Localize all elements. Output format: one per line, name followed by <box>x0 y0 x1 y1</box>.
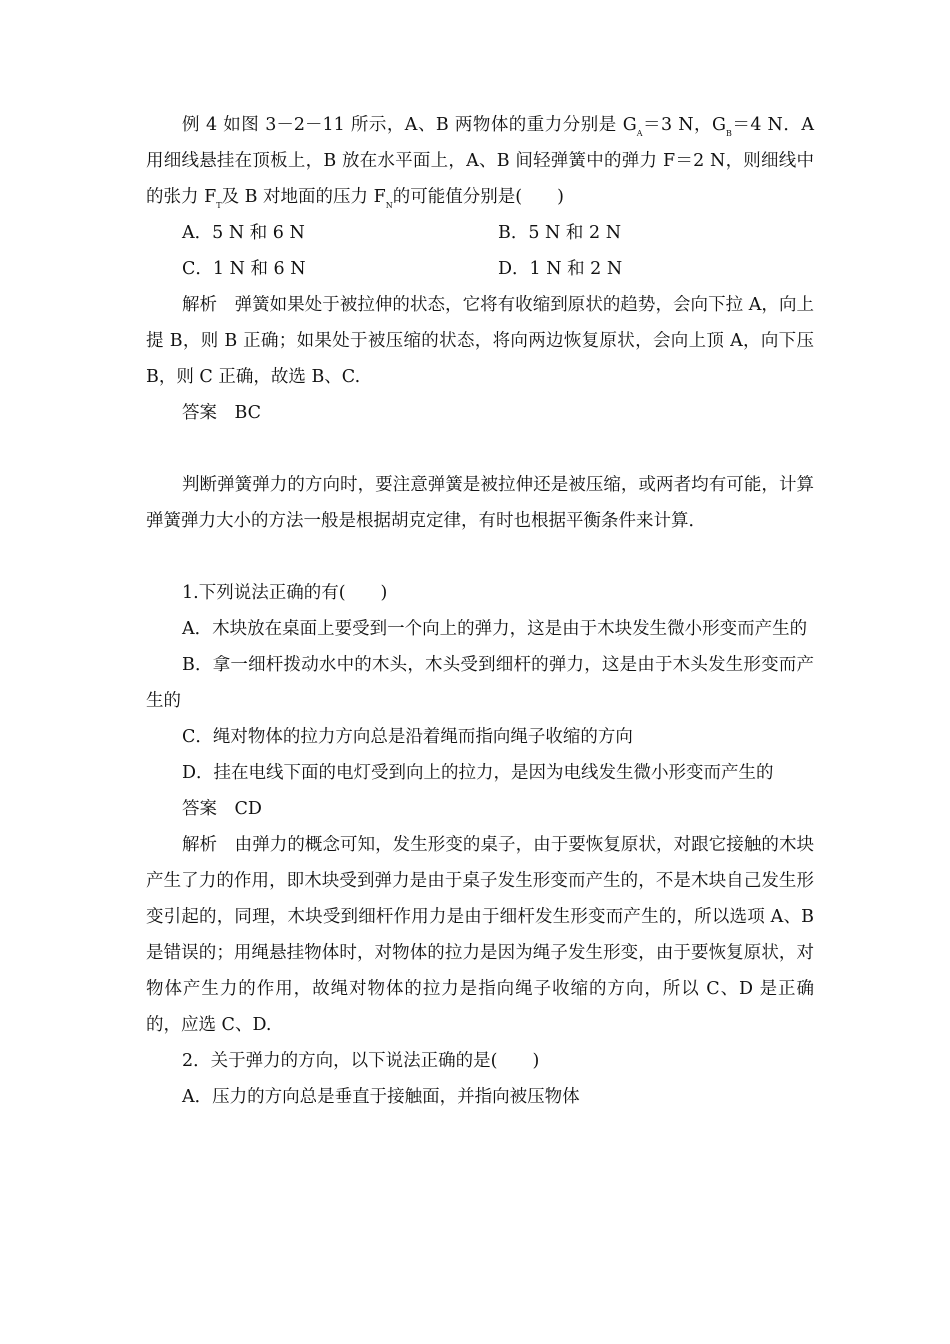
example-4-analysis: 解析 弹簧如果处于被拉伸的状态，它将有收缩到原状的趋势，会向下拉 A，向上提 B，则 B 正确；如果处于被压缩的状态，将向两边恢复原状，会向上顶 A，向下压 B，则 C 正确，故选 B、C. <box>146 295 814 387</box>
example-4-line-1b: ＝3 N，G <box>642 115 726 135</box>
example-4-option-b: B．5 N 和 2 N <box>498 223 622 243</box>
question-2-stem: 2．关于弹力的方向，以下说法正确的是( ) <box>182 1051 540 1071</box>
question-1-answer: 答案 CD <box>182 799 262 819</box>
question-1-option-a: A．木块放在桌面上要受到一个向上的弹力，这是由于木块发生微小形变而产生的 <box>182 619 808 639</box>
example-4-options-row-2 <box>146 251 814 287</box>
example-4-line-3b: 及 B 对地面的压力 F <box>221 187 386 207</box>
example-4-line-1c: ＝4 N．A <box>731 115 814 135</box>
question-1-option-d: D．挂在电线下面的电灯受到向上的拉力，是因为电线发生微小形变而产生的 <box>182 763 774 783</box>
document-page <box>146 107 814 1115</box>
example-4-options-row-1 <box>146 215 814 251</box>
example-4-line-2: 用细线悬挂在顶板上，B 放在水平面上，A、B 间轻弹簧中的弹力 F＝2 N，则细 <box>146 151 779 171</box>
gb-subscript: B <box>726 129 732 138</box>
example-4-option-d: D．1 N 和 2 N <box>498 259 623 279</box>
example-4-option-c: C．1 N 和 6 N <box>182 259 306 279</box>
method-tip: 判断弹簧弹力的方向时，要注意弹簧是被拉伸还是被压缩，或两者均有可能，计算弹簧弹力大小的方法一般是根据胡克定律，有时也根据平衡条件来计算． <box>146 475 814 531</box>
ga-subscript: A <box>636 129 643 138</box>
example-4-line-3c: 的可能值分别是( ) <box>392 187 564 207</box>
question-1-analysis: 解析 由弹力的概念可知，发生形变的桌子，由于要恢复原状，对跟它接触的木块产生了力的作用，即木块受到弹力是由于桌子发生形变而产生的，不是木块自己发生形变引起的，同理，木块受到细杆作用力是由于细杆发生形变而产生的，所以选项 A、B 是错误的；用绳悬挂物体时，对物体的拉力是因为绳子发生形变，由于要恢复原状，对物体产生力的作用，故绳对物体的拉力是指向绳子收缩的方向，所以 C、D 是正确的，应选 C、D. <box>146 835 814 1035</box>
fn-subscript: N <box>385 201 393 210</box>
ft-subscript: T <box>216 201 222 210</box>
question-1-stem: 1.下列说法正确的有( ) <box>182 583 388 603</box>
question-1-option-b: B．拿一细杆拨动水中的木头，木头受到细杆的弹力，这是由于木头发生形变而产生的 <box>146 655 814 711</box>
spacer <box>146 431 814 467</box>
question-1-option-c: C．绳对物体的拉力方向总是沿着绳而指向绳子收缩的方向 <box>182 727 633 747</box>
example-4-stem <box>146 107 814 215</box>
example-4-line-1a: 例 4 如图 3－2－11 所示，A、B 两物体的重力分别是 G <box>182 115 637 135</box>
example-4-line-3a: 线中的张力 F <box>146 151 814 207</box>
example-4-answer: 答案 BC <box>182 403 262 423</box>
example-4-option-a: A．5 N 和 6 N <box>182 223 305 243</box>
spacer <box>146 539 814 575</box>
question-2-option-a: A．压力的方向总是垂直于接触面，并指向被压物体 <box>182 1087 580 1107</box>
